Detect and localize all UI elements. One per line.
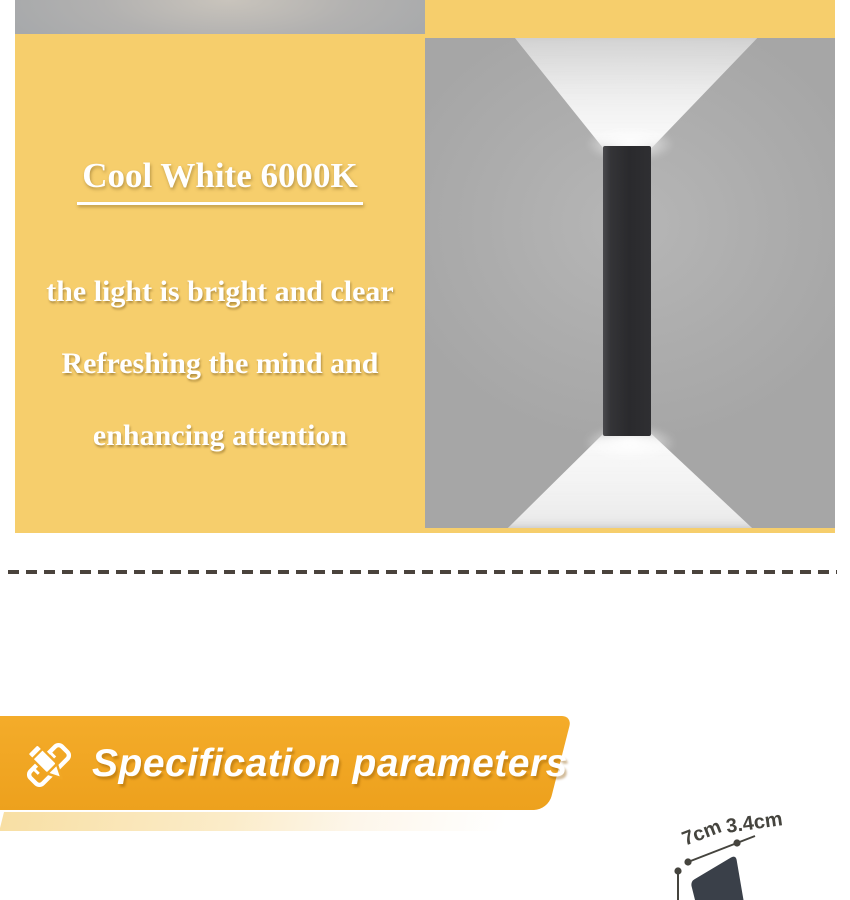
previous-photo-edge [15, 0, 425, 34]
lamp-photo [425, 38, 835, 528]
benefit-line-3: enhancing attention [92, 419, 348, 452]
pencil-ruler-icon [20, 736, 78, 794]
benefit-line-2: Refreshing the mind and [61, 347, 379, 380]
wall-lamp-body [603, 146, 651, 436]
dimension-diagram [620, 780, 850, 900]
dimension-width-label: 7cm [679, 815, 725, 851]
hero-section [15, 0, 835, 533]
benefit-line-1: the light is bright and clear [46, 275, 394, 308]
hero-right-column [425, 0, 835, 533]
dimension-depth-label: 3.4cm [724, 808, 784, 838]
spec-banner-title: Specification parameters [92, 742, 568, 785]
color-temperature-panel [15, 34, 425, 533]
dashed-divider [8, 570, 837, 574]
color-temperature-title: Cool White 6000K [77, 158, 362, 205]
headline-wrap [15, 158, 425, 205]
hero-left-column [15, 0, 425, 533]
spec-banner-underline-strip [0, 812, 509, 831]
